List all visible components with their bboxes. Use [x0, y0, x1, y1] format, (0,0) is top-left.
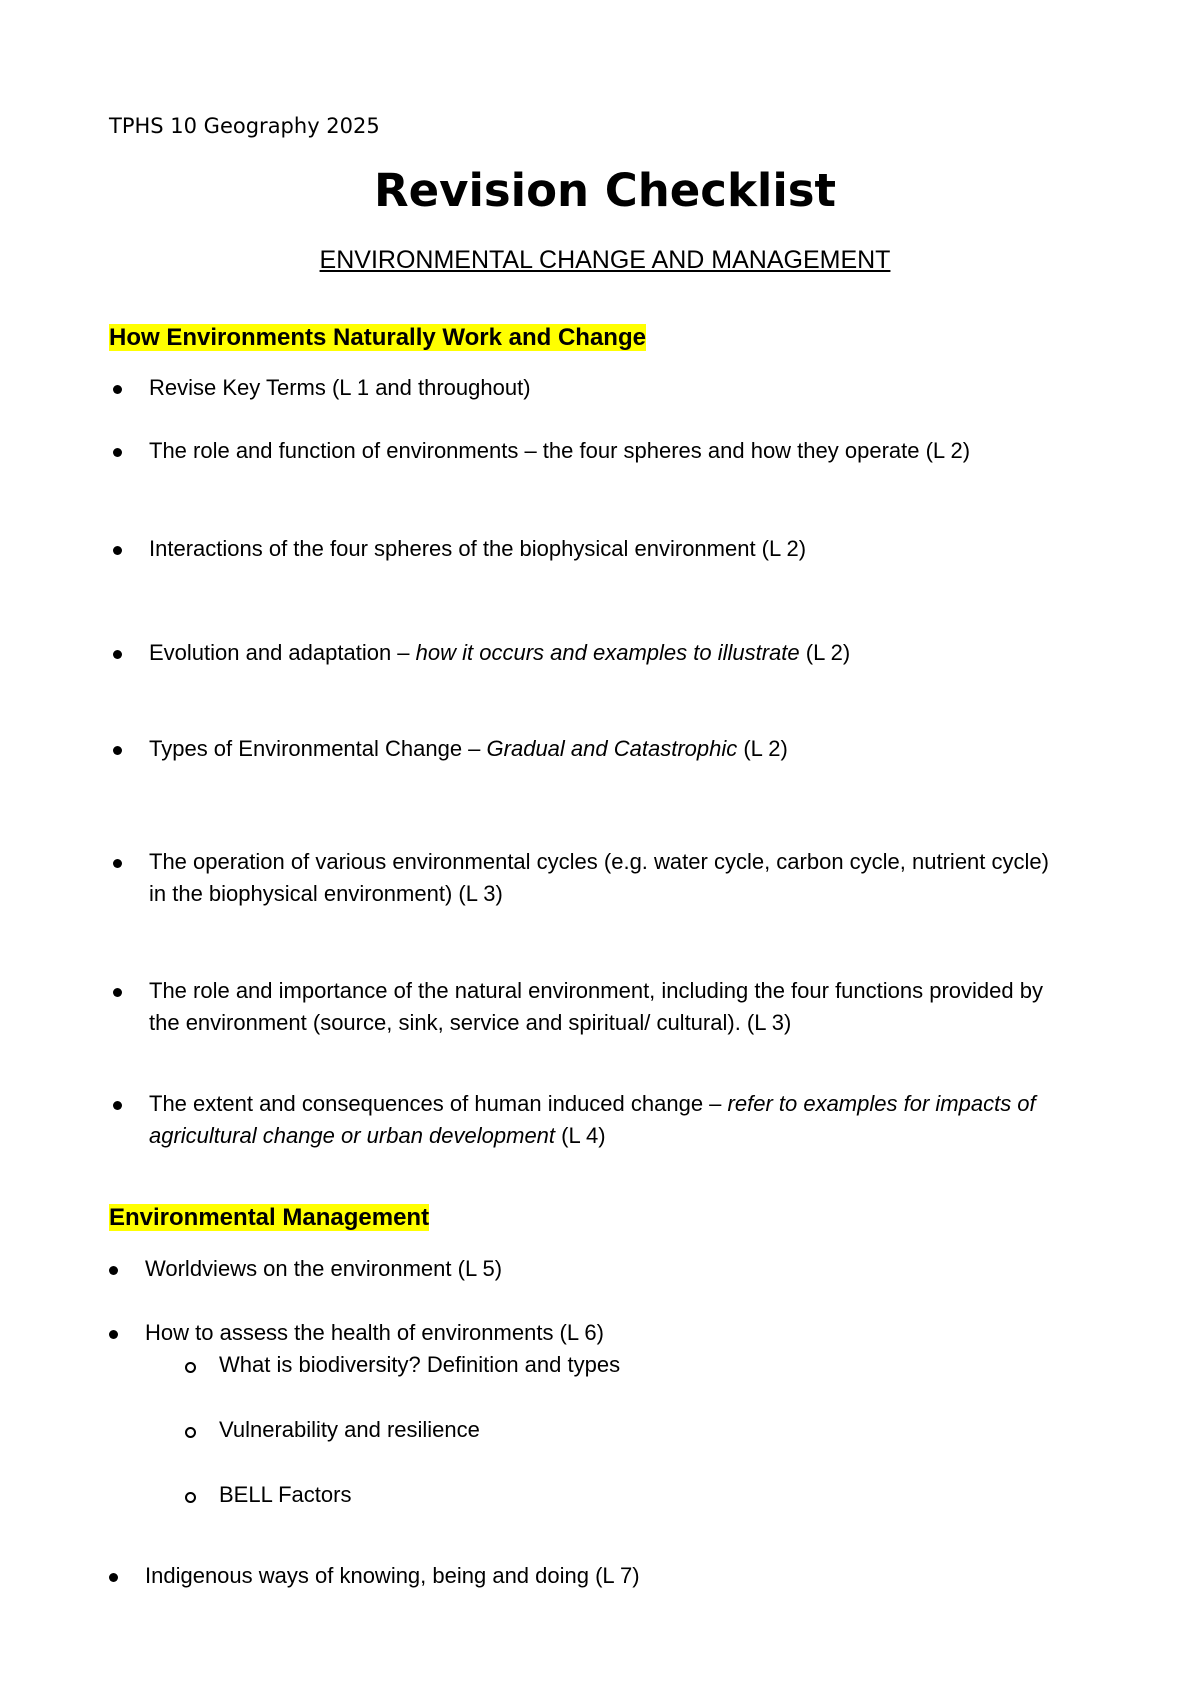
subitem-text: What is biodiversity? Definition and types — [219, 1352, 621, 1377]
checklist-subitem — [219, 1349, 620, 1381]
checklist-item — [149, 975, 1043, 1039]
item-text: The role and function of environments – the four spheres and how they operate (L 2) — [149, 438, 971, 463]
subitem-text: BELL Factors — [219, 1482, 352, 1507]
bullet-icon — [113, 650, 122, 659]
page-title: Revision Checklist — [373, 164, 837, 217]
checklist-item — [149, 637, 850, 669]
item-text-line-2: in the biophysical environment) (L 3) — [149, 881, 503, 906]
bullet-icon — [113, 385, 122, 394]
checklist-item — [145, 1560, 640, 1592]
section-heading-label: How Environments Naturally Work and Change — [109, 324, 646, 351]
item-text: Worldviews on the environment (L 5) — [145, 1256, 503, 1281]
item-text: Evolution and adaptation – — [149, 640, 416, 665]
item-emphasis: Gradual and Catastrophic — [486, 736, 738, 761]
item-text-line-1: The role and importance of the natural environment, including the four functions provided by — [149, 978, 1043, 1003]
item-text-line-1: The operation of various environmental cycles (e.g. water cycle, carbon cycle, nutrient cycle) — [149, 849, 1049, 874]
bullet-icon — [109, 1330, 118, 1339]
item-emphasis: refer to examples for impacts of — [727, 1091, 1036, 1116]
item-text: Revise Key Terms (L 1 and throughout) — [149, 375, 531, 400]
checklist-subitem — [219, 1479, 351, 1511]
checklist-item — [149, 733, 788, 765]
item-emphasis-line-2: agricultural change or urban development — [149, 1123, 556, 1148]
item-text: The extent and consequences of human induced change – — [149, 1091, 728, 1116]
section-heading-management — [108, 1203, 430, 1233]
checklist-item — [149, 1088, 1036, 1152]
item-ref: (L 2) — [799, 640, 851, 665]
section-heading-label: Environmental Management — [109, 1204, 430, 1231]
bullet-icon — [113, 1101, 122, 1110]
item-text-line-2: the environment (source, sink, service and spiritual/ cultural). (L 3) — [149, 1010, 792, 1035]
subitem-text: Vulnerability and resilience — [219, 1417, 480, 1442]
checklist-item — [149, 372, 531, 404]
sub-bullet-icon — [185, 1492, 196, 1503]
checklist-item — [145, 1317, 604, 1349]
sub-bullet-icon — [185, 1362, 196, 1373]
item-text: Types of Environmental Change – — [149, 736, 487, 761]
bullet-icon — [113, 746, 122, 755]
bullet-icon — [113, 448, 122, 457]
checklist-item — [149, 533, 806, 565]
checklist-subitem — [219, 1414, 480, 1446]
section-heading-natural — [108, 323, 647, 353]
item-text: How to assess the health of environments (L 6) — [145, 1320, 604, 1345]
course-label: TPHS 10 Geography 2025 — [109, 114, 380, 138]
bullet-icon — [113, 546, 122, 555]
item-ref: (L 2) — [737, 736, 788, 761]
item-emphasis: how it occurs and examples to illustrate — [415, 640, 800, 665]
checklist-item — [149, 435, 970, 467]
checklist-item — [145, 1253, 502, 1285]
page-subtitle: ENVIRONMENTAL CHANGE AND MANAGEMENT — [319, 246, 891, 274]
bullet-icon — [109, 1266, 118, 1275]
bullet-icon — [113, 988, 122, 997]
item-text: Interactions of the four spheres of the biophysical environment (L 2) — [149, 536, 807, 561]
item-text: Indigenous ways of knowing, being and doing (L 7) — [145, 1563, 640, 1588]
sub-bullet-icon — [185, 1427, 196, 1438]
item-ref: (L 4) — [555, 1123, 606, 1148]
checklist-item — [149, 846, 1049, 910]
bullet-icon — [113, 859, 122, 868]
bullet-icon — [109, 1573, 118, 1582]
